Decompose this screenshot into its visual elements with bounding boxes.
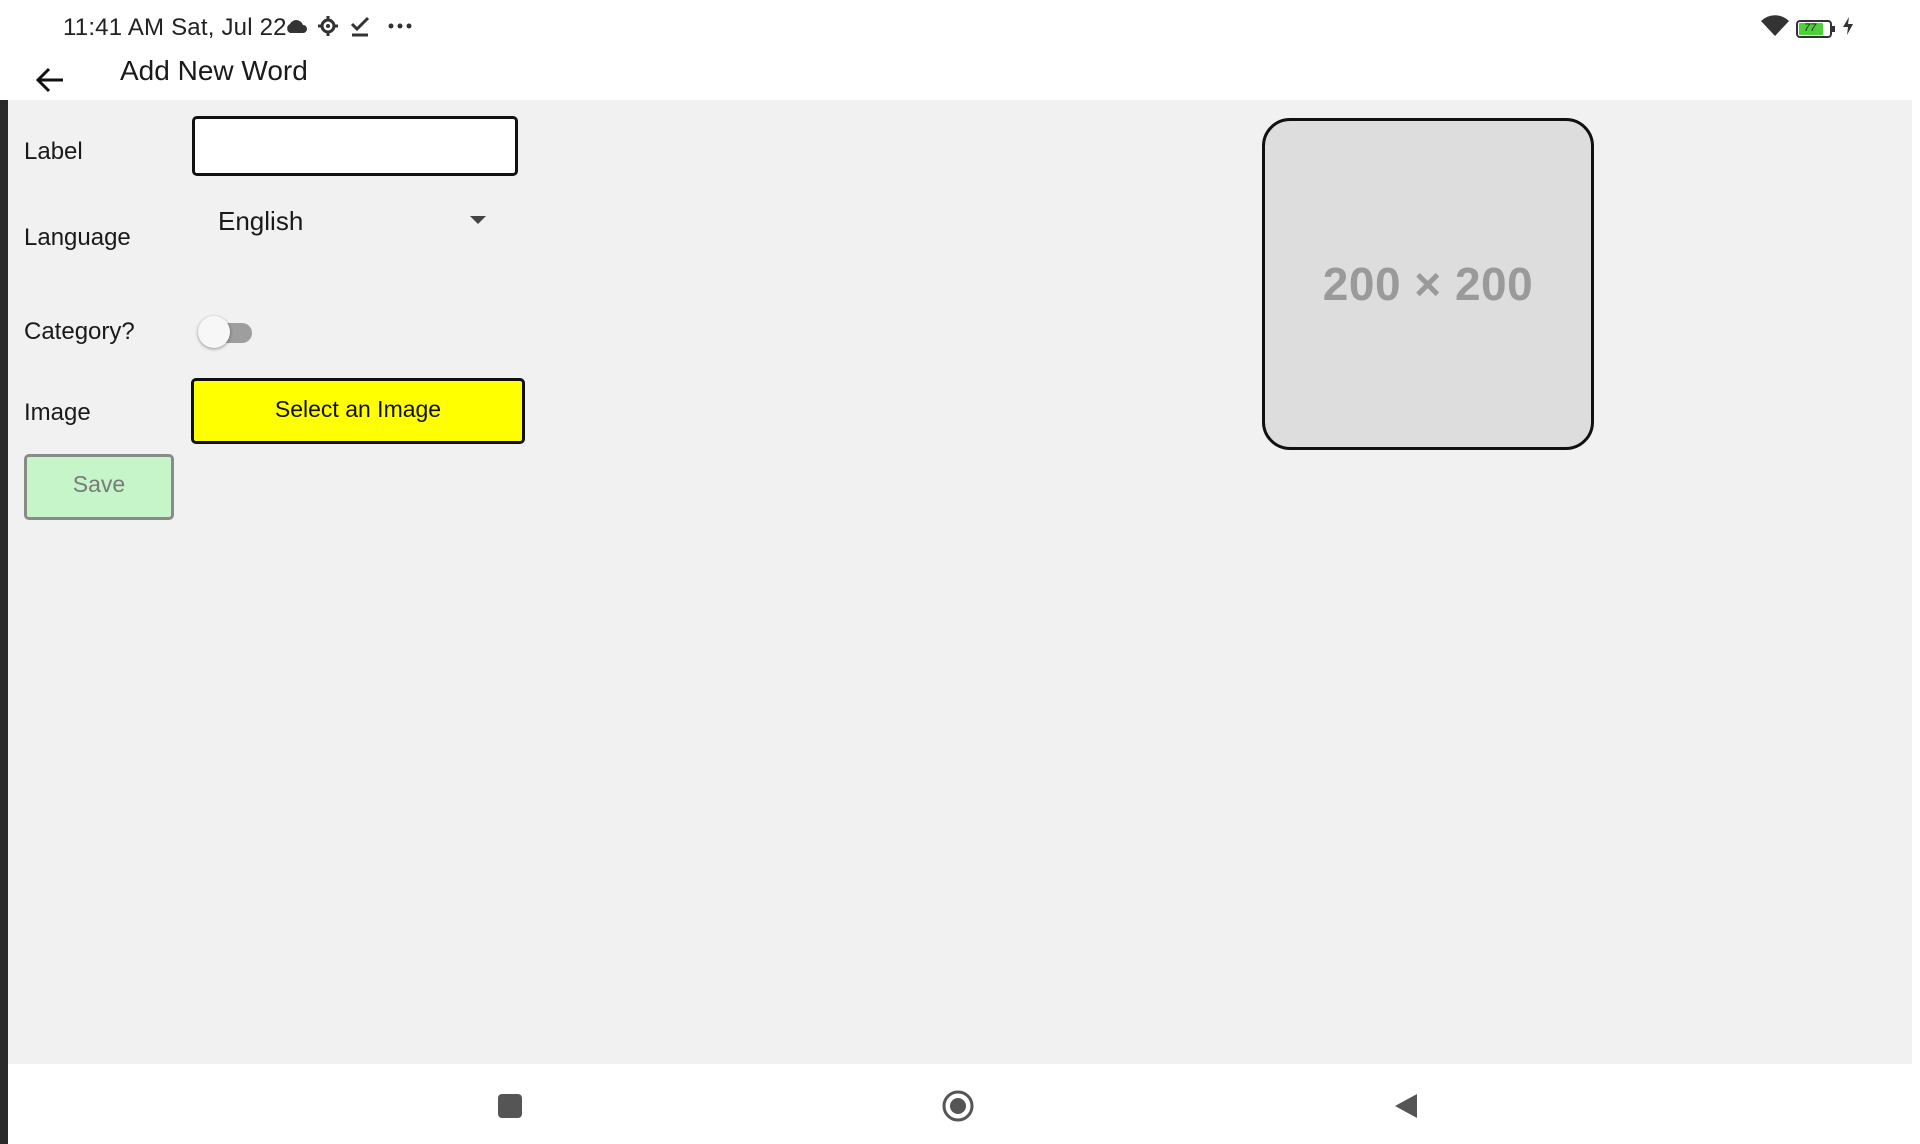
wifi-icon	[1760, 14, 1790, 43]
image-preview	[1262, 118, 1594, 450]
recents-icon	[497, 1093, 523, 1119]
battery-icon	[1796, 19, 1836, 39]
label-input[interactable]	[192, 116, 518, 176]
save-button[interactable]: Save	[24, 454, 174, 520]
cloud-icon	[284, 14, 308, 38]
label-field-label: Label	[24, 138, 83, 165]
category-toggle[interactable]	[198, 316, 260, 348]
language-dropdown[interactable]	[192, 200, 518, 242]
status-icons-left	[284, 14, 412, 38]
app-bar	[0, 56, 1920, 100]
select-image-button[interactable]: Select an Image	[191, 378, 525, 444]
more-icon	[388, 14, 412, 38]
screen-edge	[0, 0, 8, 1144]
image-placeholder-text: 200 × 200	[1322, 258, 1534, 310]
main-content	[8, 100, 1912, 1064]
image-field-label: Image	[24, 399, 91, 426]
back-icon	[1393, 1092, 1419, 1120]
gear-icon	[316, 14, 340, 38]
back-button[interactable]	[30, 60, 70, 100]
category-field-label: Category?	[24, 318, 135, 345]
charging-icon	[1842, 16, 1854, 41]
recents-button[interactable]	[490, 1086, 530, 1126]
language-selected-value: English	[218, 205, 304, 236]
status-bar	[0, 0, 1920, 56]
home-icon	[941, 1089, 975, 1123]
system-nav-bar	[8, 1064, 1920, 1144]
check-icon	[348, 14, 372, 38]
caret-down-icon	[470, 216, 486, 224]
nav-back-button[interactable]	[1386, 1086, 1426, 1126]
toggle-thumb	[198, 316, 230, 348]
status-icons-right	[1760, 14, 1854, 43]
status-time: 11:41 AM Sat, Jul 22	[63, 14, 287, 41]
language-field-label: Language	[24, 224, 131, 251]
home-button[interactable]	[938, 1086, 978, 1126]
page-title: Add New Word	[120, 55, 308, 86]
battery-level: 77	[1804, 21, 1817, 34]
arrow-left-icon	[35, 67, 65, 93]
